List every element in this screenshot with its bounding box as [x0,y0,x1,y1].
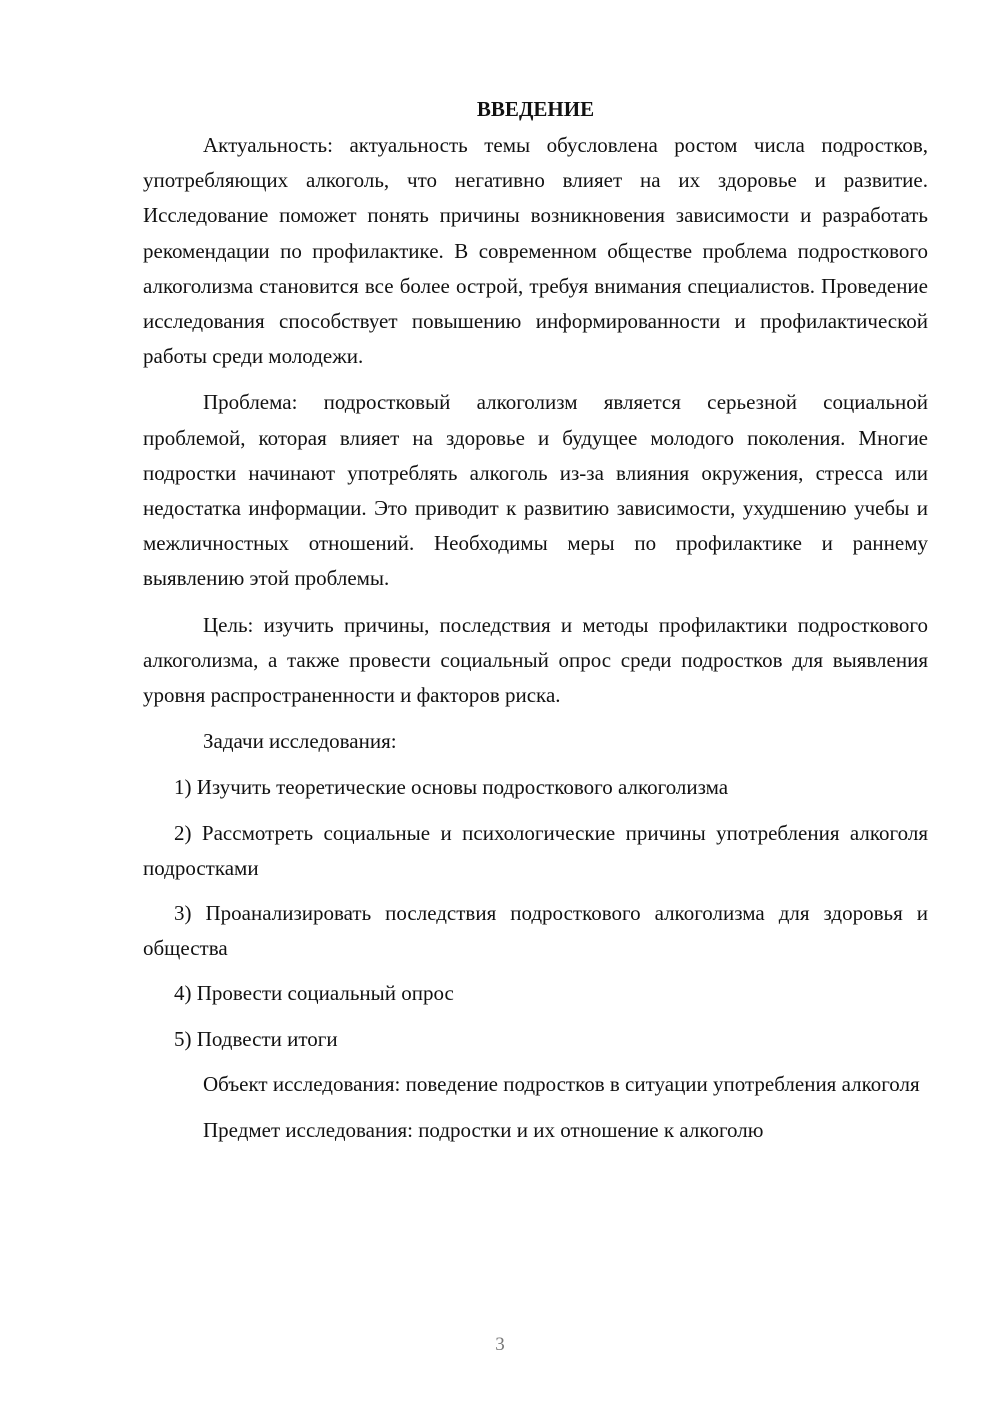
subject-paragraph: Предмет исследования: подростки и их отношение к алкоголю [203,1118,764,1143]
task-item: 2) Рассмотреть социальные и психологические причины употребления алкоголя подростками [143,820,928,880]
problem-paragraph: Проблема: подростковый алкоголизм является серьезной социальной проблемой, которая влияет на здоровье и будущее молодого поколения. Многие подростки начинают употреблять алкоголь из-за влияния окружения, стресса или недостатка информации. Это приводит к развитию зависимости, ухудшению учебы и межличностных отношений. Необходимы меры по профилактике и раннему выявлению этой проблемы. [143,390,928,591]
page-number: 3 [495,1334,505,1355]
object-paragraph: Объект исследования: поведение подростков в ситуации употребления алкоголя [203,1071,920,1096]
task-item: 1) Изучить теоретические основы подросткового алкоголизма [174,775,729,800]
goal-paragraph: Цель: изучить причины, последствия и методы профилактики подросткового алкоголизма, а также провести социальный опрос среди подростков для выявления уровня распространенности и факторов риска. [143,612,928,708]
task-item: 3) Проанализировать последствия подросткового алкоголизма для здоровья и общества [143,901,928,961]
relevance-paragraph: Актуальность: актуальность темы обусловлена ростом числа подростков, употребляющих алкоголь, что негативно влияет на их здоровье и развитие. Исследование поможет понять причины возникновения зависимости и разработать рекомендации по профилактике. В современном обществе проблема подросткового алкоголизма становится все более острой, требуя внимания специалистов. Проведение исследования способствует повышению информированности и профилактической работы среди молодежи. [143,133,928,369]
task-item: 5) Подвести итоги [174,1026,338,1051]
section-title: ВВЕДЕНИЕ [476,97,595,121]
tasks-heading: Задачи исследования: [203,729,397,754]
task-item: 4) Провести социальный опрос [174,981,454,1006]
document-page [143,94,928,1159]
